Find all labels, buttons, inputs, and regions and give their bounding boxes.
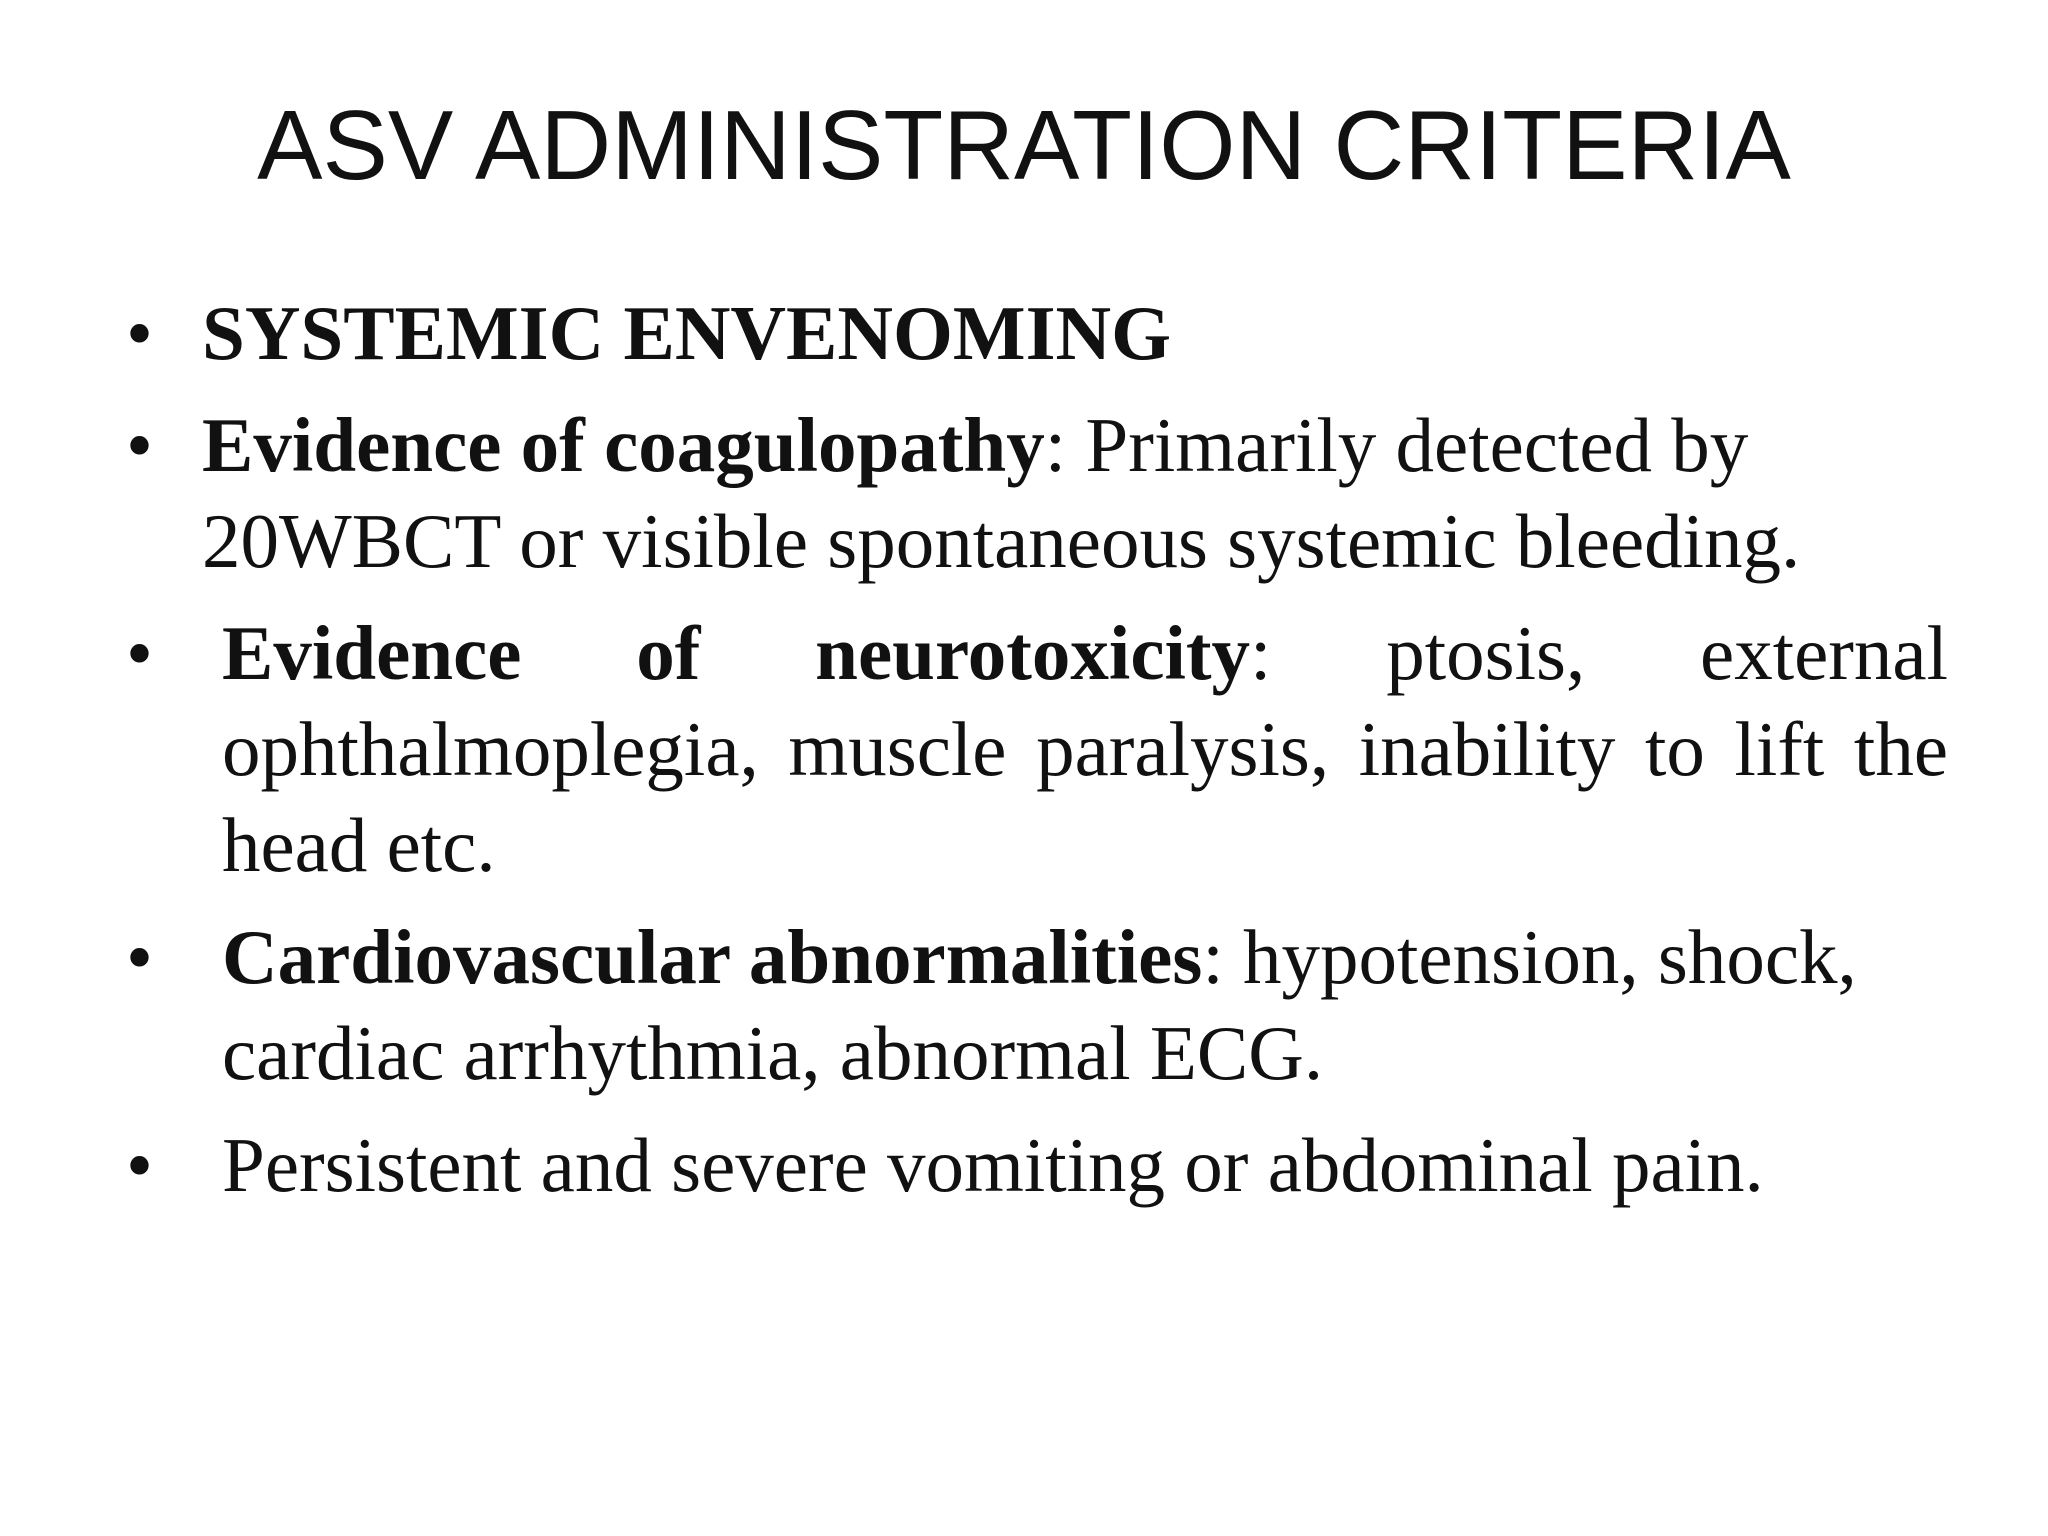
- bullet-item: [118, 605, 1948, 893]
- bullet-body-text: : Primarily detected by 20WBCT or visible spontaneous systemic bleeding.: [202, 402, 1801, 584]
- bullet-item: [118, 1117, 1948, 1213]
- bullet-icon: •: [126, 914, 153, 1000]
- bullet-item: [118, 909, 1948, 1101]
- bullet-icon: •: [126, 1122, 153, 1208]
- bullet-text: [202, 605, 1948, 893]
- bullet-body-text: : hypotension, shock, cardiac arrhythmia, abnormal ECG.: [222, 914, 1857, 1096]
- bullet-text: [202, 397, 1948, 589]
- bullet-text: [202, 285, 1948, 381]
- bullet-item: [118, 397, 1948, 589]
- bullet-icon: •: [126, 290, 153, 376]
- bullet-bold-text: Evidence of neurotoxicity: [222, 610, 1251, 696]
- bullet-text: [202, 1117, 1948, 1213]
- bullet-icon: •: [126, 402, 153, 488]
- bullet-body-text: Persistent and severe vomiting or abdominal pain.: [222, 1122, 1764, 1208]
- bullet-list: [118, 285, 1948, 1229]
- slide-title: ASV ADMINISTRATION CRITERIA: [257, 90, 1791, 200]
- bullet-icon: •: [126, 610, 153, 696]
- bullet-item: [118, 285, 1948, 381]
- bullet-bold-text: Evidence of coagulopathy: [202, 402, 1045, 488]
- bullet-text: [202, 909, 1948, 1101]
- bullet-bold-text: SYSTEMIC ENVENOMING: [202, 290, 1172, 376]
- bullet-body-text: : ptosis, external ophthalmoplegia, muscle paralysis, inability to lift the head etc.: [222, 610, 1948, 888]
- bullet-bold-text: Cardiovascular abnormalities: [222, 914, 1203, 1000]
